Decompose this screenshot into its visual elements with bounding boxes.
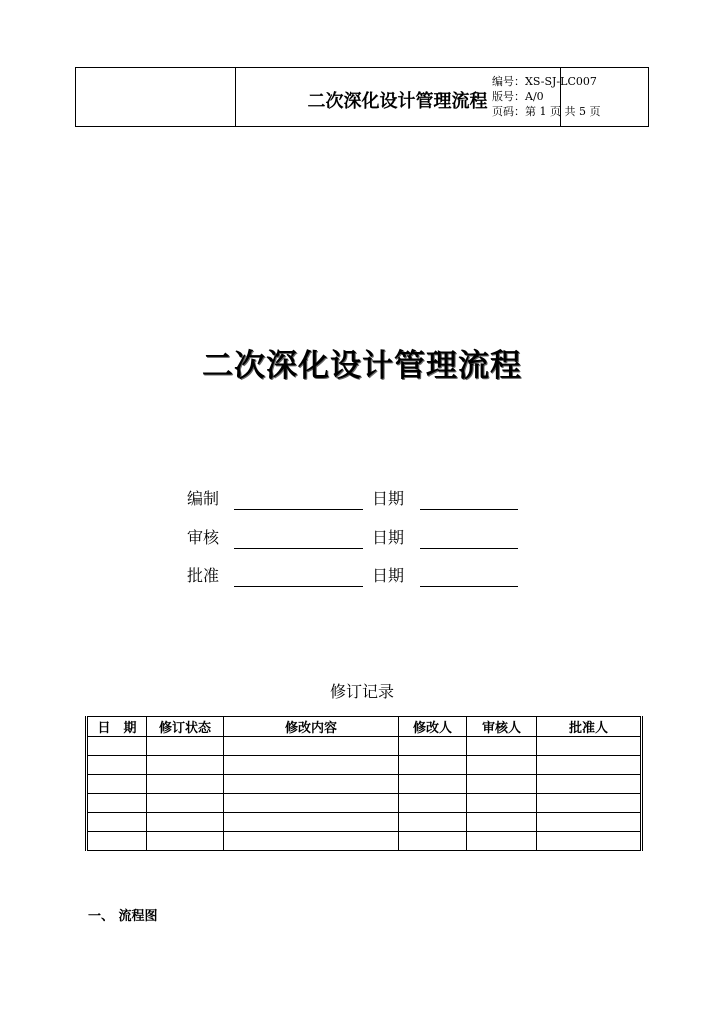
sig-date-line-approve[interactable]: [420, 586, 518, 587]
table-cell[interactable]: [399, 775, 467, 794]
revision-title: 修订记录: [329, 682, 394, 701]
table-cell[interactable]: [87, 813, 147, 832]
main-title: 二次深化设计管理流程: [202, 348, 522, 384]
table-cell[interactable]: [537, 737, 642, 756]
table-cell[interactable]: [87, 832, 147, 851]
table-row: [87, 794, 642, 813]
table-cell[interactable]: [537, 794, 642, 813]
header-meta: [492, 74, 600, 119]
col-reviewer: 审核人: [467, 717, 537, 737]
doc-page: 页码：第 1 页 共 5 页: [492, 105, 601, 118]
table-row: [87, 737, 642, 756]
table-cell[interactable]: [87, 737, 147, 756]
table-cell[interactable]: [537, 756, 642, 775]
table-cell[interactable]: [147, 737, 224, 756]
table-cell[interactable]: [147, 775, 224, 794]
table-cell[interactable]: [467, 832, 537, 851]
table-cell[interactable]: [224, 775, 399, 794]
section-heading-flowchart: 一、 流程图: [88, 909, 158, 924]
doc-version: 版号：A/0: [492, 90, 544, 103]
header-table: [75, 67, 649, 127]
sig-date-label-approve: 日期: [372, 566, 405, 585]
table-cell[interactable]: [537, 832, 642, 851]
table-cell[interactable]: [147, 832, 224, 851]
col-approver: 批准人: [537, 717, 642, 737]
table-cell[interactable]: [224, 737, 399, 756]
table-cell[interactable]: [87, 794, 147, 813]
table-cell[interactable]: [467, 813, 537, 832]
table-cell[interactable]: [537, 775, 642, 794]
table-cell[interactable]: [147, 813, 224, 832]
sig-line-approve[interactable]: [234, 586, 363, 587]
table-cell[interactable]: [467, 737, 537, 756]
table-cell[interactable]: [87, 775, 147, 794]
table-cell[interactable]: [87, 756, 147, 775]
table-cell[interactable]: [467, 794, 537, 813]
sig-date-label-review: 日期: [372, 528, 405, 547]
sig-date-line-compile[interactable]: [420, 509, 518, 510]
table-row: [87, 775, 642, 794]
table-cell[interactable]: [399, 737, 467, 756]
table-cell[interactable]: [399, 756, 467, 775]
table-cell[interactable]: [399, 832, 467, 851]
sig-label-compile: 编制: [187, 489, 220, 508]
col-date: 日 期: [87, 717, 147, 737]
table-cell[interactable]: [399, 813, 467, 832]
table-cell[interactable]: [224, 813, 399, 832]
sig-label-review: 审核: [187, 528, 220, 547]
table-cell[interactable]: [147, 794, 224, 813]
col-content: 修改内容: [224, 717, 399, 737]
revision-table: [85, 716, 643, 851]
table-cell[interactable]: [467, 775, 537, 794]
table-cell[interactable]: [467, 756, 537, 775]
table-cell[interactable]: [399, 794, 467, 813]
col-status: 修订状态: [147, 717, 224, 737]
table-cell[interactable]: [224, 794, 399, 813]
revision-header-row: [87, 717, 642, 737]
doc-code: 编号：XS-SJ-LC007: [492, 75, 597, 88]
table-cell[interactable]: [224, 756, 399, 775]
table-cell[interactable]: [224, 832, 399, 851]
sig-line-compile[interactable]: [234, 509, 363, 510]
table-row: [87, 756, 642, 775]
table-cell[interactable]: [147, 756, 224, 775]
table-cell[interactable]: [537, 813, 642, 832]
header-logo-cell: [76, 68, 236, 126]
sig-line-review[interactable]: [234, 548, 363, 549]
table-row: [87, 832, 642, 851]
sig-date-line-review[interactable]: [420, 548, 518, 549]
sig-label-approve: 批准: [187, 566, 220, 585]
table-row: [87, 813, 642, 832]
header-title: 二次深化设计管理流程: [307, 91, 488, 112]
col-modifier: 修改人: [399, 717, 467, 737]
sig-date-label-compile: 日期: [372, 489, 405, 508]
